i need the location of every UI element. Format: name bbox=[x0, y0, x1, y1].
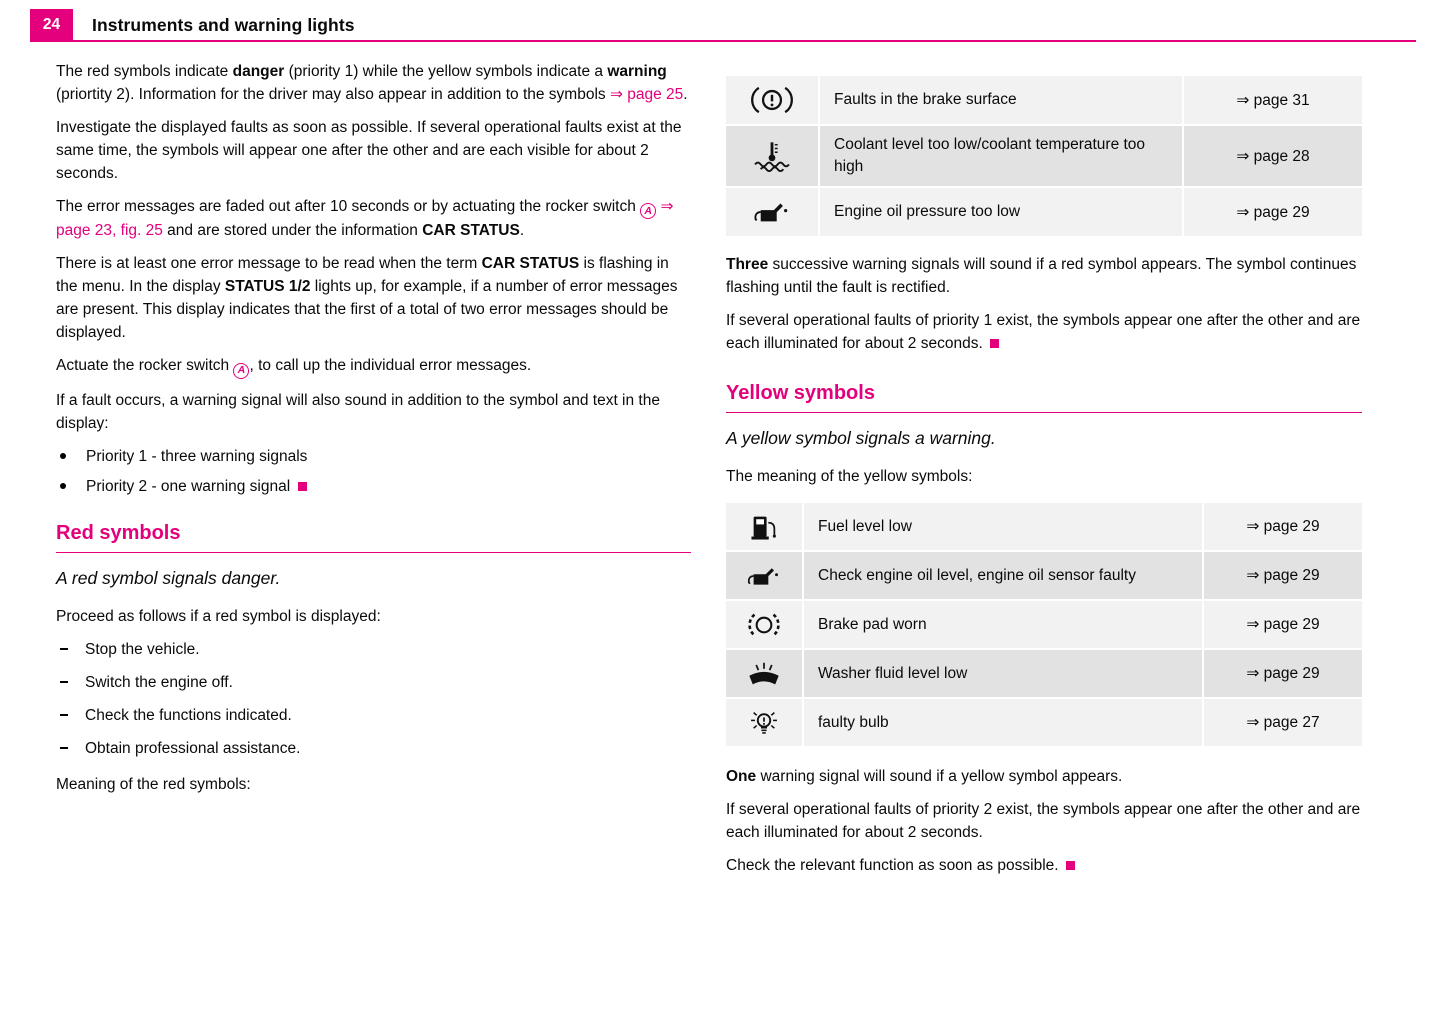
cross-reference-link[interactable]: ⇒ page 23, fig. 25 bbox=[56, 198, 674, 240]
section-end-marker bbox=[298, 482, 307, 491]
section-end-marker bbox=[1066, 861, 1075, 870]
paragraph-priority-1-faults: If several operational faults of priority 1 exist, the symbols appear one after the other and are each illuminated for about 2 seconds. bbox=[726, 312, 1361, 352]
page-number: 24 bbox=[30, 9, 73, 41]
table-cell-icon bbox=[726, 503, 802, 550]
list-item-label: Priority 1 - three warning signals bbox=[86, 447, 308, 465]
red-symbols-intro: Proceed as follows if a red symbol is displayed: bbox=[56, 607, 381, 625]
table-cell-icon bbox=[726, 650, 802, 697]
table-cell-label: Check engine oil level, engine oil sensor faulty bbox=[804, 552, 1202, 599]
red-symbols-table bbox=[726, 76, 1362, 236]
washer-fluid-icon bbox=[745, 659, 783, 689]
dash-icon bbox=[60, 648, 68, 650]
dash-icon bbox=[60, 747, 68, 749]
list-item-priority-1 bbox=[56, 445, 691, 468]
dash-icon bbox=[60, 681, 68, 683]
page-reference: ⇒ page 29 bbox=[1204, 503, 1362, 550]
page-reference: ⇒ page 29 bbox=[1204, 650, 1362, 697]
table-cell-label: Brake pad worn bbox=[804, 601, 1202, 648]
page-title: Instruments and warning lights bbox=[92, 14, 355, 35]
right-column bbox=[726, 60, 1362, 887]
page-reference: ⇒ page 31 bbox=[1184, 76, 1362, 124]
table-cell-label: faulty bulb bbox=[804, 699, 1202, 746]
page-reference: ⇒ page 29 bbox=[1204, 601, 1362, 648]
section-heading-red-symbols: Red symbols bbox=[56, 522, 691, 553]
yellow-symbols-table bbox=[726, 503, 1362, 746]
table-cell-label: Fuel level low bbox=[804, 503, 1202, 550]
step-switch-engine-off bbox=[56, 671, 691, 694]
engine-oil-level-icon bbox=[745, 561, 783, 591]
paragraph-investigate-faults: Investigate the displayed faults as soon as possible. If several operational faults exist at the same time, the symbols will appear one after the other and are each visible for about 2 seconds. bbox=[56, 119, 682, 182]
paragraph-three-signals: Three successive warning signals will sound if a red symbol appears. The symbol continues flashing until the fault is rectified. bbox=[726, 256, 1357, 296]
paragraph-one-signal: One warning signal will sound if a yellow symbol appears. bbox=[726, 768, 1123, 785]
dash-icon bbox=[60, 714, 68, 716]
section-heading-yellow-symbols: Yellow symbols bbox=[726, 382, 1362, 413]
paragraph-fault-warning-signal: If a fault occurs, a warning signal will also sound in addition to the symbol and text in the display: bbox=[56, 391, 660, 432]
list-item-label: Priority 2 - one warning signal bbox=[86, 475, 307, 498]
yellow-symbols-intro: The meaning of the yellow symbols: bbox=[726, 468, 973, 485]
cross-reference-link[interactable]: ⇒ page 25 bbox=[609, 86, 684, 103]
bullet-icon bbox=[60, 453, 66, 459]
section-end-marker bbox=[990, 339, 999, 348]
page-reference: ⇒ page 28 bbox=[1184, 126, 1362, 186]
step-label: Obtain professional assistance. bbox=[85, 739, 301, 757]
table-cell-label: Faults in the brake surface bbox=[820, 76, 1182, 124]
step-check-functions bbox=[56, 704, 691, 727]
page-header bbox=[30, 10, 1416, 42]
bullet-icon bbox=[60, 483, 66, 489]
table-cell-icon bbox=[726, 126, 818, 186]
bulb-icon bbox=[745, 708, 783, 738]
fuel-pump-icon bbox=[745, 512, 783, 542]
engine-oil-pressure-icon bbox=[751, 196, 793, 228]
step-professional-assistance bbox=[56, 737, 691, 760]
list-item-priority-2 bbox=[56, 475, 691, 498]
table-cell-icon bbox=[726, 188, 818, 236]
left-column bbox=[56, 60, 691, 806]
paragraph-actuate-rocker: Actuate the rocker switch A , to call up the individual error messages. bbox=[56, 354, 691, 378]
red-symbols-subheading: A red symbol signals danger. bbox=[56, 567, 281, 588]
paragraph-intro-symbols: The red symbols indicate danger (priority 1) while the yellow symbols indicate a warning (priortity 2). Information for the driver may also appear in addition to the symbols ⇒ page 25. bbox=[56, 63, 688, 103]
table-cell-icon bbox=[726, 699, 802, 746]
red-symbols-meaning: Meaning of the red symbols: bbox=[56, 775, 251, 793]
page-reference: ⇒ page 29 bbox=[1204, 552, 1362, 599]
rocker-switch-a-marker: A bbox=[233, 363, 249, 379]
rocker-switch-a-marker: A bbox=[640, 203, 656, 219]
step-label: Stop the vehicle. bbox=[85, 640, 200, 658]
paragraph-check-function: Check the relevant function as soon as possible. bbox=[726, 854, 1362, 877]
page-reference: ⇒ page 29 bbox=[1184, 188, 1362, 236]
step-label: Check the functions indicated. bbox=[85, 706, 292, 724]
brake-pad-icon bbox=[745, 610, 783, 640]
step-stop-vehicle bbox=[56, 638, 691, 661]
table-cell-label: Washer fluid level low bbox=[804, 650, 1202, 697]
paragraph-car-status: There is at least one error message to be read when the term CAR STATUS is flashing in the menu. In the display STATUS 1/2 lights up, for example, if a number of error messages are present. This display indicates that the first of a total of two error messages should be displayed. bbox=[56, 255, 678, 342]
table-cell-label: Engine oil pressure too low bbox=[820, 188, 1182, 236]
brake-system-warning-icon bbox=[751, 84, 793, 116]
paragraph-priority-2-faults: If several operational faults of priority 2 exist, the symbols appear one after the other and are each illuminated for about 2 seconds. bbox=[726, 801, 1361, 841]
table-cell-icon bbox=[726, 552, 802, 599]
table-cell-icon bbox=[726, 601, 802, 648]
step-label: Switch the engine off. bbox=[85, 673, 233, 691]
table-cell-icon bbox=[726, 76, 818, 124]
paragraph-error-messages-fade: The error messages are faded out after 10 seconds or by actuating the rocker switch A ⇒ page 23, fig. 25 and are stored under the information CAR STATUS. bbox=[56, 198, 674, 240]
coolant-temperature-icon bbox=[751, 140, 793, 172]
table-cell-label: Coolant level too low/coolant temperature too high bbox=[820, 126, 1182, 186]
page-reference: ⇒ page 27 bbox=[1204, 699, 1362, 746]
yellow-symbols-subheading: A yellow symbol signals a warning. bbox=[726, 428, 996, 448]
